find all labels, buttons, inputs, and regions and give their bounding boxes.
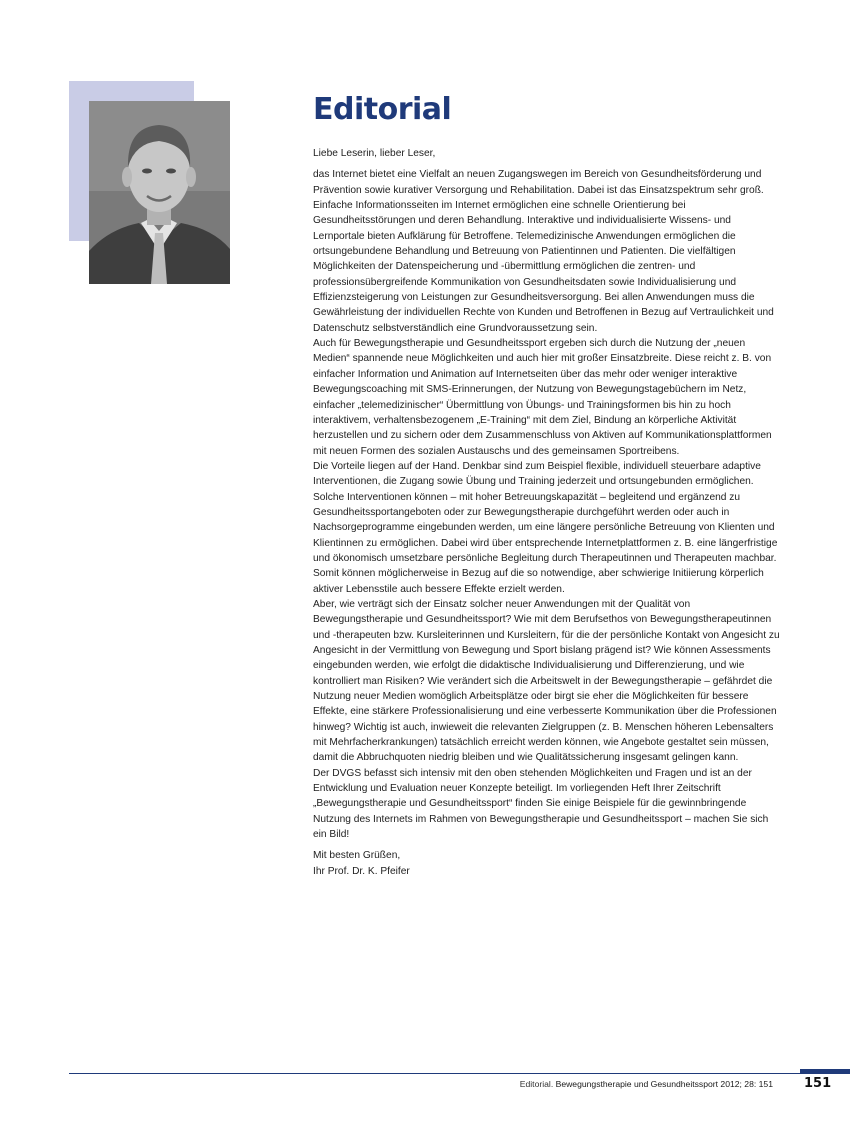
- body-paragraph: das Internet bietet eine Vielfalt an neuen Zugangswegen im Bereich von Gesundheitsförderung und Prävention sowie kurativer Versorgung und Rehabilitation. Dabei ist das Einsatzspektrum sehr groß. Einfache Informationsseiten im Internet ermöglichen eine schnelle Orientierung bei Gesundheitsstörungen und deren Behandlung. Interaktive und individualisierte Wissens- und Lernportale bieten Aufklärung für Betroffene. Telemedizinische Anwendungen ermöglichen die ortsungebundene Behandlung und Betreuung von Patientinnen und Patienten. Die vielfältigen Möglichkeiten der Datenspeicherung und -übermittlung ermöglichen die zentren- und professionsübergreifende Kommunikation von Gesundheitsdaten sowie Individualisierung und Effizienzsteigerung von Leistungen zur Gesundheitsversorgung. Bei allen Anwendungen muss die Gewährleistung der individuellen Rechte von Kunden und Betroffenen in Bezug auf Vertraulichkeit und Datenschutz selbstverständlich eine Grundvoraussetzung sein.: [313, 169, 774, 334]
- footer-accent-block: [800, 1069, 850, 1074]
- footer-rule: [69, 1073, 800, 1074]
- salutation: Liebe Leserin, lieber Leser,: [313, 148, 436, 159]
- body-paragraph: Aber, wie verträgt sich der Einsatz solcher neuer Anwendungen mit der Qualität von Bewegungstherapie und Gesundheitssport? Wie mit dem Berufsethos von Bewegungstherapeutinnen und -therapeuten bzw. Kursleiterinnen und Kursleitern, für die der persönliche Kontakt von Angesicht zu Angesicht in der Vermittlung von Bewegung und Sport bislang prägend ist? Wie können Assessments eingebunden werden, wie erfolgt die didaktische Individualisierung und Differenzierung, und wie kontrolliert man Risiken? Wie verändert sich die Arbeitswelt in der Bewegungstherapie – gefährdet die Nutzung neuer Medien womöglich Arbeitsplätze oder birgt sie eher die Möglichkeiten für bessere Effekte, eine stärkere Professionalisierung und eine verbesserte Kommunikation über die Professionen hinweg? Wichtig ist auch, inwieweit die relevanten Zielgruppen (z. B. Menschen höheren Lebensalters mit Mehrfacherkrankungen) tatsächlich erreicht werden können, wie Angebote gestaltet sein müssen, damit die Abbruchquoten niedrig bleiben und wie Qualitätssicherung insgesamt gelingen kann.: [313, 598, 780, 764]
- body-paragraph: Die Vorteile liegen auf der Hand. Denkbar sind zum Beispiel flexible, individuell steuerbare adaptive Interventionen, die Zugang sowie Übung und Training jederzeit und ortsungebunden ermöglichen. Solche Interventionen können – mit hoher Betreuungskapazität – begleitend und ergänzend zu Gesundheitssportangeboten oder zur Bewegungstherapie durchgeführt werden oder auch in Nachsorgeprogramme eingebunden werden, um eine längere persönliche Betreuung von Klienten und Klientinnen zu ermöglichen. Dabei wird über entsprechende Internetplattformen z. B. eine längerfristige und ökonomisch umsetzbare persönliche Begleitung durch Therapeutinnen und Therapeuten machbar. Somit können möglicherweise in Bezug auf die so notwendige, aber schwierige Initiierung körperlich aktiver Lebensstile auch bessere Effekte erzielt werden.: [313, 460, 778, 595]
- footer-section: Editorial.: [519, 1079, 554, 1089]
- page-title: Editorial: [313, 92, 452, 127]
- footer-journal: Bewegungstherapie und Gesundheitssport 2012; 28: 151: [555, 1079, 773, 1089]
- author-signature: Ihr Prof. Dr. K. Pfeifer: [313, 865, 410, 877]
- footer-citation: [520, 1079, 773, 1089]
- closing-greeting: Mit besten Grüßen,: [313, 850, 401, 862]
- body-paragraph: Auch für Bewegungstherapie und Gesundheitssport ergeben sich durch die Nutzung der „neuen Medien“ spannende neue Möglichkeiten und auch hier mit großer Einsatzbreite. Diese reicht z. B. von einfacher Information und Animation auf Internetseiten über das mehr oder weniger interaktive Bewegungscoaching mit SMS-Erinnerungen, der Nutzung von Bewegungstagebüchern im Netz, einfacher „telemedizinischer“ Übermittlung von Übungs- und Trainingsformen bis hin zu hoch interaktivem, verhaltensbezogenem „E-Training“ mit dem Ziel, Bindung an körperliche Aktivität herzustellen und zu sichern oder dem Zusammenschluss von Aktiven auf Kommunikationsplattformen mit neuen Formen des sozialen Austauschs und des gemeinsamen Sportreibens.: [313, 338, 772, 457]
- editorial-body: [313, 146, 783, 879]
- page-number: 151: [804, 1076, 832, 1091]
- author-portrait: [89, 101, 230, 284]
- portrait-image: [89, 101, 230, 284]
- body-paragraph: Der DVGS befasst sich intensiv mit den oben stehenden Möglichkeiten und Fragen und ist an der Entwicklung und Evaluation neuer Konzepte beteiligt. Im vorliegenden Heft Ihrer Zeitschrift „Bewegungstherapie und Gesundheitssport“ finden Sie einige Beispiele für die gewinnbringende Nutzung des Internets im Rahmen von Bewegungstherapie und Gesundheitssport – machen Sie sich ein Bild!: [313, 767, 769, 841]
